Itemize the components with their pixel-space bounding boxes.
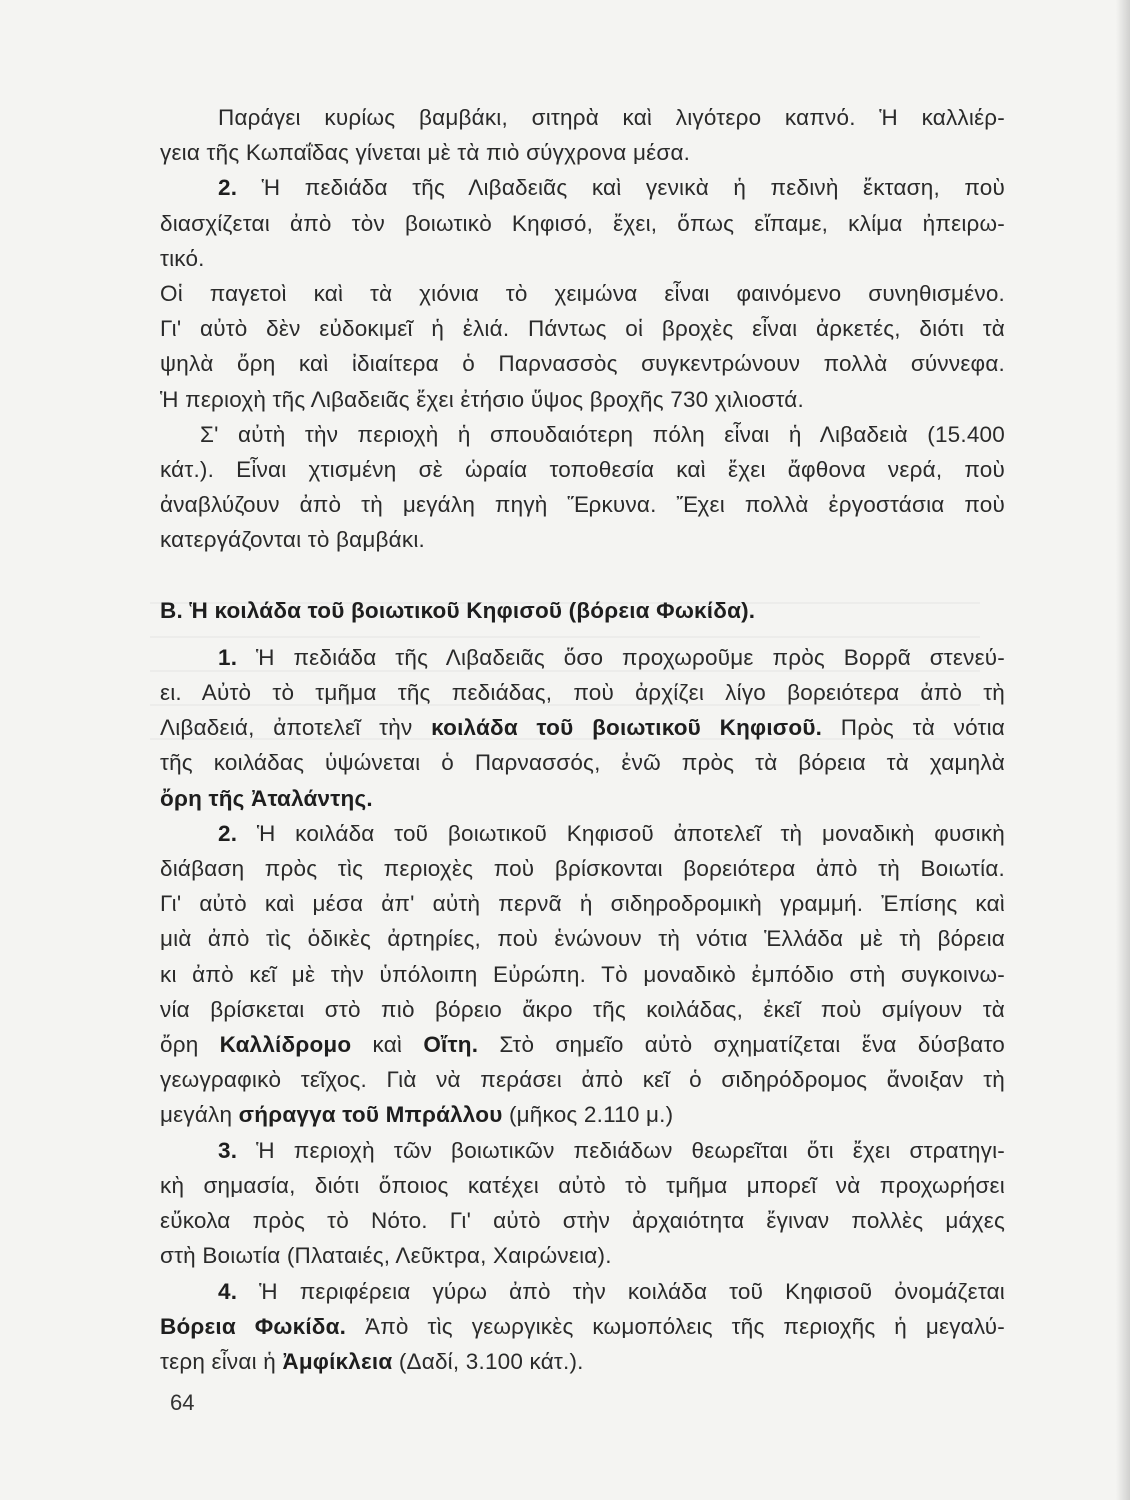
- text-line: διάβαση πρὸς τὶς περιοχὲς ποὺ βρίσκονται βορειότερα ἀπὸ τὴ Βοιωτία.: [160, 856, 1005, 882]
- text-segment: ὄρη: [160, 1032, 220, 1058]
- bold-term: Καλλίδρομο: [219, 1032, 352, 1058]
- text-line: [160, 710, 1005, 745]
- bold-term: κοιλάδα τοῦ βοιωτικοῦ Κηφισοῦ.: [431, 715, 823, 741]
- text-segment: (Δαδί, 3.100 κάτ.).: [392, 1348, 584, 1374]
- text-line: [160, 1097, 1005, 1132]
- text-segment: Ἡ κοιλάδα τοῦ βοιωτικοῦ Κηφισοῦ ἀποτελεῖ τὴ μοναδικὴ φυσικὴ: [237, 820, 1005, 846]
- text-line: γεωγραφικὸ τεῖχος. Γιὰ νὰ περάσει ἀπὸ κεῖ ὁ σιδηρόδρομος ἄνοιξαν τὴ: [160, 1067, 1005, 1093]
- text-segment: Ἀπὸ τὶς γεωργικὲς κωμοπόλεις τῆς περιοχῆς ἡ μεγαλύ-: [346, 1313, 1005, 1339]
- text-line: διασχίζεται ἀπὸ τὸν βοιωτικὸ Κηφισό, ἔχει, ὅπως εἴπαμε, κλίμα ἠπειρω-: [160, 210, 1005, 236]
- text-segment: Λιβαδειά, ἀποτελεῖ τὴν: [160, 715, 432, 741]
- bold-term: Βόρεια Φωκίδα.: [160, 1313, 347, 1339]
- text-line: [160, 170, 1005, 205]
- text-line: κάτ.). Εἶναι χτισμένη σὲ ὡραία τοποθεσία καὶ ἔχει ἄφθονα νερά, ποὺ: [160, 457, 1005, 483]
- page-edge-shadow: [1116, 0, 1130, 1500]
- text-line: ει. Αὐτὸ τὸ τμῆμα τῆς πεδιάδας, ποὺ ἀρχίζει λίγο βορειότερα ἀπὸ τὴ: [160, 680, 1005, 706]
- bold-term: σήραγγα τοῦ Μπράλλου: [238, 1102, 503, 1128]
- page-number: 64: [170, 1390, 195, 1415]
- text-segment: Ἡ περιοχὴ τῶν βοιωτικῶν πεδιάδων θεωρεῖται ὅτι ἔχει στρατηγι-: [237, 1137, 1005, 1163]
- text-line: κι ἀπὸ κεῖ μὲ τὴν ὑπόλοιπη Εὐρώπη. Τὸ μοναδικὸ ἐμπόδιο στὴ συγκοινω-: [160, 961, 1005, 987]
- text-segment: Στὸ σημεῖο αὐτὸ σχηματίζεται ἕνα δύσβατο: [478, 1032, 1005, 1058]
- bold-term: Ἀμφίκλεια: [282, 1348, 393, 1374]
- spacer: [160, 558, 1005, 593]
- text-line: [160, 1274, 1005, 1309]
- spacer: [160, 628, 1005, 640]
- text-line: ἀναβλύζουν ἀπὸ τὴ μεγάλη πηγὴ Ἕρκυνα. Ἔχει πολλὰ ἐργοστάσια ποὺ: [160, 492, 1005, 518]
- text-line: [160, 1027, 1005, 1062]
- text-line: κατεργάζονται τὸ βαμβάκι.: [160, 527, 425, 553]
- text-line: Ἡ περιοχὴ τῆς Λιβαδειᾶς ἔχει ἐτήσιο ὕψος βροχῆς 730 χιλιοστά.: [160, 386, 804, 412]
- text-line: τῆς κοιλάδας ὑψώνεται ὁ Παρνασσός, ἐνῶ πρὸς τὰ βόρεια τὰ χαμηλὰ: [160, 750, 1005, 776]
- bold-term: ὄρη τῆς Ἀταλάντης.: [160, 785, 373, 811]
- text-line: Γι' αὐτὸ καὶ μέσα ἀπ' αὐτὴ περνᾶ ἡ σιδηροδρομικὴ γραμμή. Ἐπίσης καὶ: [160, 891, 1005, 917]
- text-line: γεια τῆς Κωπαΐδας γίνεται μὲ τὰ πιὸ σύγχρονα μέσα.: [160, 140, 691, 166]
- text-line: στὴ Βοιωτία (Πλαταιές, Λεῦκτρα, Χαιρώνεια).: [160, 1243, 612, 1269]
- text-line: [160, 781, 1005, 816]
- text-line: εὔκολα πρὸς τὸ Νότο. Γι' αὐτὸ στὴν ἀρχαιότητα ἔγιναν πολλὲς μάχες: [160, 1208, 1005, 1234]
- text-segment: καὶ: [351, 1032, 424, 1058]
- item-number: 3.: [218, 1137, 238, 1163]
- section-heading: Β. Ἡ κοιλάδα τοῦ βοιωτικοῦ Κηφισοῦ (βόρεια Φωκίδα).: [160, 597, 756, 623]
- text-line: [160, 640, 1005, 675]
- text-line: Οἱ παγετοὶ καὶ τὰ χιόνια τὸ χειμώνα εἶναι φαινόμενο συνηθισμένο.: [160, 281, 1005, 307]
- text-line: Γι' αὐτὸ δὲν εὐδοκιμεῖ ἡ ἐλιά. Πάντως οἱ βροχὲς εἶναι ἀρκετές, διότι τὰ: [160, 316, 1005, 342]
- text-line: [160, 1133, 1005, 1168]
- item-number: 2.: [218, 820, 238, 846]
- text-segment: Πρὸς τὰ νότια: [822, 715, 1005, 741]
- text-line: [160, 1344, 1005, 1379]
- text-line: νία βρίσκεται στὸ πιὸ βόρειο ἄκρο τῆς κοιλάδας, ἐκεῖ ποὺ σμίγουν τὰ: [160, 996, 1005, 1022]
- text-segment: μεγάλη: [160, 1102, 239, 1128]
- item-number: 2.: [218, 175, 238, 201]
- text-segment: τερη εἶναι ἡ: [160, 1348, 283, 1374]
- text-line: Σ' αὐτὴ τὴν περιοχὴ ἡ σπουδαιότερη πόλη εἶναι ἡ Λιβαδειὰ (15.400: [200, 421, 1005, 447]
- text-line: [160, 816, 1005, 851]
- text-line: Παράγει κυρίως βαμβάκι, σιτηρὰ καὶ λιγότερο καπνό. Ἡ καλλιέρ-: [218, 105, 1005, 130]
- body-text: [160, 100, 1005, 1379]
- bold-term: Οἴτη.: [423, 1032, 479, 1058]
- text-segment: Ἡ πεδιάδα τῆς Λιβαδειᾶς ὅσο προχωροῦμε πρὸς Βορρᾶ στενεύ-: [237, 644, 1005, 670]
- item-number: 4.: [218, 1278, 238, 1304]
- item-number: 1.: [218, 644, 238, 670]
- text-line: κὴ σημασία, διότι ὅποιος κατέχει αὐτὸ τὸ τμῆμα μπορεῖ νὰ προχωρήσει: [160, 1172, 1005, 1198]
- text-line: μιὰ ἀπὸ τὶς ὁδικὲς ἀρτηρίες, ποὺ ἑνώνουν τὴ νότια Ἑλλάδα μὲ τὴ βόρεια: [160, 926, 1005, 952]
- text-segment: (μῆκος 2.110 μ.): [502, 1102, 674, 1128]
- text-line: [160, 1309, 1005, 1344]
- text-line: ψηλὰ ὄρη καὶ ἰδιαίτερα ὁ Παρνασσὸς συγκεντρώνουν πολλὰ σύννεφα.: [160, 351, 1005, 377]
- text-segment: Ἡ περιφέρεια γύρω ἀπὸ τὴν κοιλάδα τοῦ Κηφισοῦ ὀνομάζεται: [237, 1278, 1005, 1304]
- text-segment: Ἡ πεδιάδα τῆς Λιβαδειᾶς καὶ γενικὰ ἡ πεδινὴ ἔκταση, ποὺ: [237, 175, 1005, 201]
- text-line: τικό.: [160, 245, 205, 271]
